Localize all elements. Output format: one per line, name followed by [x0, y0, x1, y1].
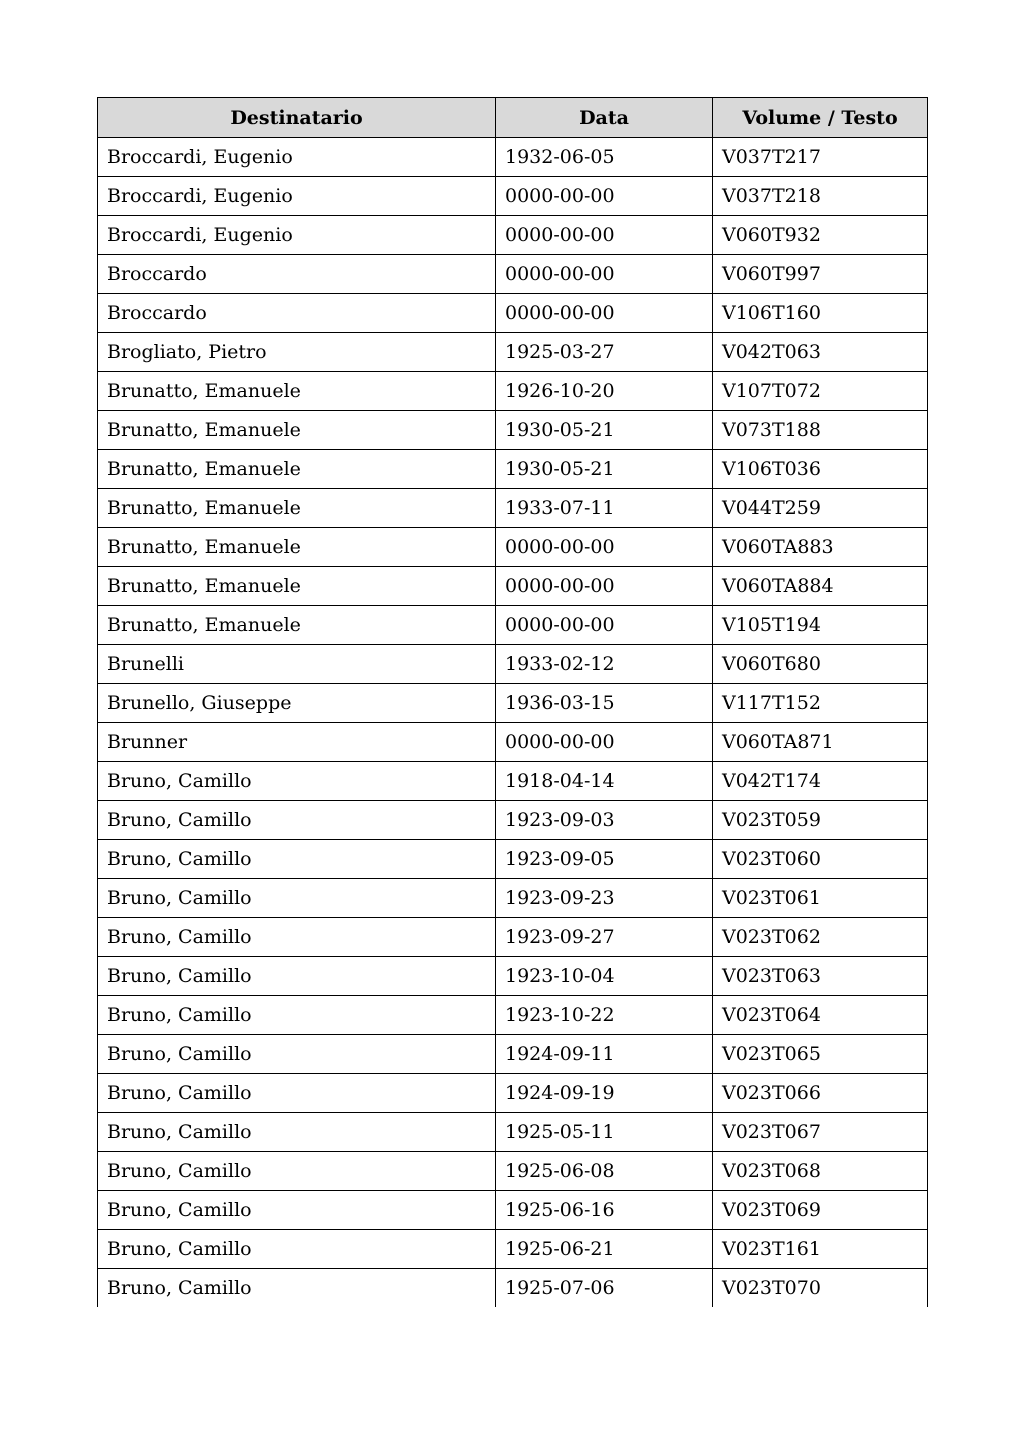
- cell-destinatario: Broccardi, Eugenio: [98, 177, 496, 216]
- table-row: [98, 996, 928, 1035]
- cell-data: 1923-10-04: [496, 957, 713, 996]
- cell-volume-testo: V037T218: [713, 177, 928, 216]
- table-row: [98, 840, 928, 879]
- table-row: [98, 216, 928, 255]
- header-destinatario: Destinatario: [98, 98, 496, 138]
- cell-volume-testo: V042T063: [713, 333, 928, 372]
- cell-destinatario: Brunatto, Emanuele: [98, 411, 496, 450]
- cell-destinatario: Brogliato, Pietro: [98, 333, 496, 372]
- cell-destinatario: Brunatto, Emanuele: [98, 528, 496, 567]
- cell-data: 0000-00-00: [496, 216, 713, 255]
- cell-volume-testo: V023T062: [713, 918, 928, 957]
- cell-data: 1933-02-12: [496, 645, 713, 684]
- table-row: [98, 1230, 928, 1269]
- cell-destinatario: Bruno, Camillo: [98, 918, 496, 957]
- cell-data: 1923-09-05: [496, 840, 713, 879]
- table-row: [98, 1074, 928, 1113]
- cell-volume-testo: V106T036: [713, 450, 928, 489]
- cell-destinatario: Brunner: [98, 723, 496, 762]
- cell-data: 1924-09-11: [496, 1035, 713, 1074]
- table-row: [98, 1113, 928, 1152]
- cell-destinatario: Broccardi, Eugenio: [98, 138, 496, 177]
- cell-volume-testo: V023T063: [713, 957, 928, 996]
- table-row: [98, 255, 928, 294]
- cell-volume-testo: V044T259: [713, 489, 928, 528]
- table-row: [98, 957, 928, 996]
- cell-data: 1923-10-22: [496, 996, 713, 1035]
- table-row: [98, 918, 928, 957]
- cell-volume-testo: V105T194: [713, 606, 928, 645]
- table-row: [98, 177, 928, 216]
- cell-destinatario: Bruno, Camillo: [98, 801, 496, 840]
- cell-destinatario: Bruno, Camillo: [98, 1191, 496, 1230]
- cell-volume-testo: V023T066: [713, 1074, 928, 1113]
- cell-volume-testo: V060TA883: [713, 528, 928, 567]
- cell-destinatario: Broccardi, Eugenio: [98, 216, 496, 255]
- cell-volume-testo: V023T161: [713, 1230, 928, 1269]
- table-row: [98, 879, 928, 918]
- letters-table-container: [97, 97, 927, 1307]
- table-row: [98, 333, 928, 372]
- cell-destinatario: Broccardo: [98, 294, 496, 333]
- cell-data: 1925-06-16: [496, 1191, 713, 1230]
- table-row: [98, 489, 928, 528]
- table-row: [98, 138, 928, 177]
- cell-destinatario: Bruno, Camillo: [98, 1230, 496, 1269]
- table-row: [98, 645, 928, 684]
- table-row: [98, 1152, 928, 1191]
- cell-volume-testo: V023T068: [713, 1152, 928, 1191]
- cell-volume-testo: V060T932: [713, 216, 928, 255]
- cell-destinatario: Bruno, Camillo: [98, 957, 496, 996]
- letters-table: [97, 97, 928, 1307]
- cell-data: 0000-00-00: [496, 528, 713, 567]
- cell-destinatario: Brunatto, Emanuele: [98, 567, 496, 606]
- cell-data: 0000-00-00: [496, 723, 713, 762]
- cell-destinatario: Brunatto, Emanuele: [98, 489, 496, 528]
- cell-destinatario: Bruno, Camillo: [98, 996, 496, 1035]
- cell-destinatario: Bruno, Camillo: [98, 1152, 496, 1191]
- table-row: [98, 294, 928, 333]
- cell-destinatario: Bruno, Camillo: [98, 1035, 496, 1074]
- header-volume-testo: Volume / Testo: [713, 98, 928, 138]
- cell-data: 0000-00-00: [496, 177, 713, 216]
- cell-volume-testo: V060TA871: [713, 723, 928, 762]
- cell-data: 1925-06-08: [496, 1152, 713, 1191]
- cell-data: 0000-00-00: [496, 255, 713, 294]
- cell-volume-testo: V023T069: [713, 1191, 928, 1230]
- cell-data: 1932-06-05: [496, 138, 713, 177]
- table-row: [98, 411, 928, 450]
- cell-data: 1925-06-21: [496, 1230, 713, 1269]
- cell-volume-testo: V106T160: [713, 294, 928, 333]
- cell-volume-testo: V060TA884: [713, 567, 928, 606]
- cell-destinatario: Brunatto, Emanuele: [98, 606, 496, 645]
- cell-data: 1923-09-27: [496, 918, 713, 957]
- cell-data: 0000-00-00: [496, 567, 713, 606]
- cell-volume-testo: V023T070: [713, 1269, 928, 1308]
- cell-destinatario: Bruno, Camillo: [98, 1269, 496, 1308]
- cell-volume-testo: V060T997: [713, 255, 928, 294]
- cell-volume-testo: V023T065: [713, 1035, 928, 1074]
- cell-destinatario: Bruno, Camillo: [98, 840, 496, 879]
- table-row: [98, 372, 928, 411]
- cell-data: 1923-09-23: [496, 879, 713, 918]
- cell-data: 1936-03-15: [496, 684, 713, 723]
- cell-destinatario: Bruno, Camillo: [98, 762, 496, 801]
- table-row: [98, 450, 928, 489]
- table-body: [98, 138, 928, 1308]
- cell-destinatario: Brunelli: [98, 645, 496, 684]
- cell-volume-testo: V042T174: [713, 762, 928, 801]
- cell-data: 1924-09-19: [496, 1074, 713, 1113]
- table-row: [98, 684, 928, 723]
- table-row: [98, 1035, 928, 1074]
- cell-volume-testo: V023T060: [713, 840, 928, 879]
- table-row: [98, 528, 928, 567]
- cell-data: 1930-05-21: [496, 450, 713, 489]
- cell-volume-testo: V023T064: [713, 996, 928, 1035]
- cell-volume-testo: V023T067: [713, 1113, 928, 1152]
- table-row: [98, 762, 928, 801]
- table-row: [98, 567, 928, 606]
- cell-volume-testo: V073T188: [713, 411, 928, 450]
- cell-destinatario: Bruno, Camillo: [98, 1113, 496, 1152]
- cell-data: 0000-00-00: [496, 294, 713, 333]
- cell-destinatario: Broccardo: [98, 255, 496, 294]
- cell-destinatario: Brunatto, Emanuele: [98, 450, 496, 489]
- cell-volume-testo: V023T059: [713, 801, 928, 840]
- cell-destinatario: Brunatto, Emanuele: [98, 372, 496, 411]
- table-row: [98, 1269, 928, 1308]
- table-header-row: [98, 98, 928, 138]
- cell-volume-testo: V037T217: [713, 138, 928, 177]
- table-row: [98, 606, 928, 645]
- cell-volume-testo: V023T061: [713, 879, 928, 918]
- cell-data: 1925-03-27: [496, 333, 713, 372]
- cell-data: 1933-07-11: [496, 489, 713, 528]
- cell-data: 1925-07-06: [496, 1269, 713, 1308]
- cell-volume-testo: V117T152: [713, 684, 928, 723]
- cell-data: 1925-05-11: [496, 1113, 713, 1152]
- cell-data: 1918-04-14: [496, 762, 713, 801]
- cell-data: 1923-09-03: [496, 801, 713, 840]
- header-data: Data: [496, 98, 713, 138]
- cell-destinatario: Bruno, Camillo: [98, 879, 496, 918]
- cell-destinatario: Brunello, Giuseppe: [98, 684, 496, 723]
- cell-data: 1926-10-20: [496, 372, 713, 411]
- cell-destinatario: Bruno, Camillo: [98, 1074, 496, 1113]
- cell-volume-testo: V060T680: [713, 645, 928, 684]
- cell-volume-testo: V107T072: [713, 372, 928, 411]
- cell-data: 1930-05-21: [496, 411, 713, 450]
- cell-data: 0000-00-00: [496, 606, 713, 645]
- table-row: [98, 801, 928, 840]
- table-row: [98, 723, 928, 762]
- table-row: [98, 1191, 928, 1230]
